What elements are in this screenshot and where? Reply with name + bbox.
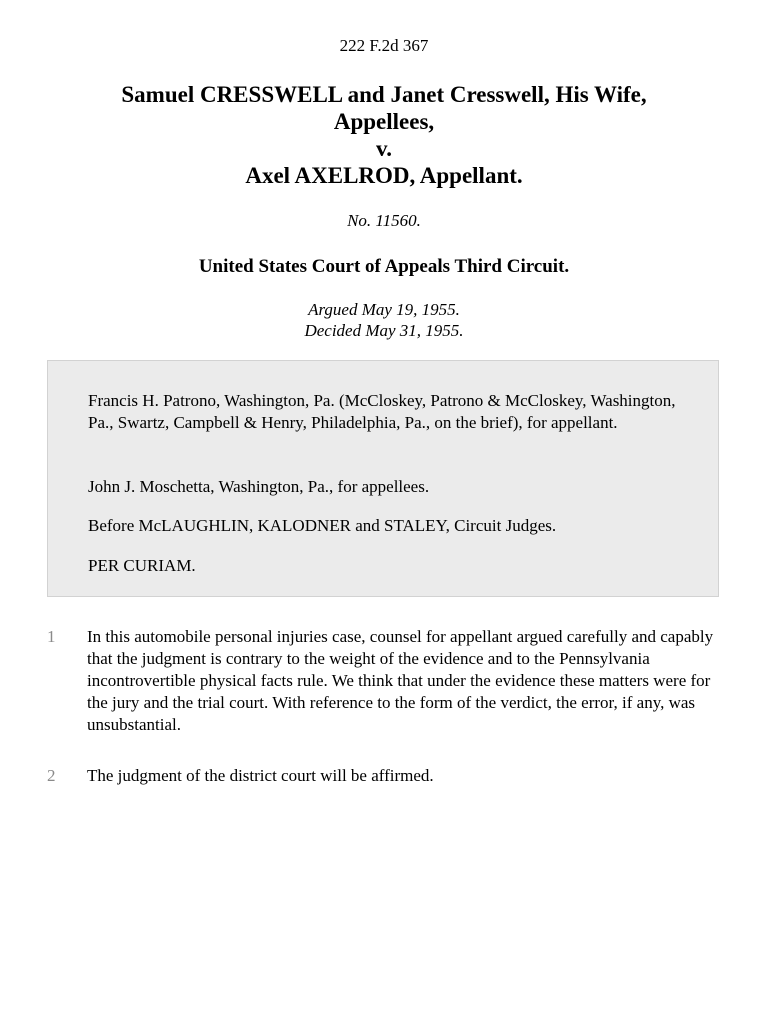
appellees-counsel: John J. Moschetta, Washington, Pa., for appellees. xyxy=(88,477,430,496)
appellant-counsel: Francis H. Patrono, Washington, Pa. (McCloskey, Patrono & McCloskey, Washington, Pa., Swartz, Campbell & Henry, Philadelphia, Pa., on the brief), for appellant. xyxy=(88,391,676,432)
counsel-panel xyxy=(47,360,719,597)
case-title-appellant-line: Axel AXELROD, Appellant. xyxy=(245,163,523,188)
argued-date: Argued May 19, 1955. xyxy=(308,300,460,319)
case-title-parties-line: Samuel CRESSWELL and Janet Cresswell, His Wife, xyxy=(121,82,647,107)
case-citation: 222 F.2d 367 xyxy=(339,36,429,55)
case-title-versus-line: v. xyxy=(376,136,392,161)
paragraph-number: 1 xyxy=(47,627,56,646)
paragraph-text: The judgment of the district court will be affirmed. xyxy=(87,766,434,785)
court-name: United States Court of Appeals Third Circuit. xyxy=(198,256,570,277)
per-curiam-label: PER CURIAM. xyxy=(88,556,196,575)
case-dates xyxy=(0,299,768,341)
paragraph-number: 2 xyxy=(47,766,56,785)
paragraph-text: In this automobile personal injuries case, counsel for appellant argued carefully and capably that the judgment is contrary to the weight of the evidence and to the Pennsylvania incontrovertible physical facts rule. We think that under the evidence these matters were for the jury and the trial court. With reference to the form of the verdict, the error, if any, was unsubstantial. xyxy=(87,627,714,734)
case-title-appellees-line: Appellees, xyxy=(333,109,435,134)
bench-judges: Before McLAUGHLIN, KALODNER and STALEY, Circuit Judges. xyxy=(88,516,557,535)
case-title xyxy=(40,81,728,189)
decided-date: Decided May 31, 1955. xyxy=(304,321,464,340)
docket-number: No. 11560. xyxy=(347,211,421,230)
